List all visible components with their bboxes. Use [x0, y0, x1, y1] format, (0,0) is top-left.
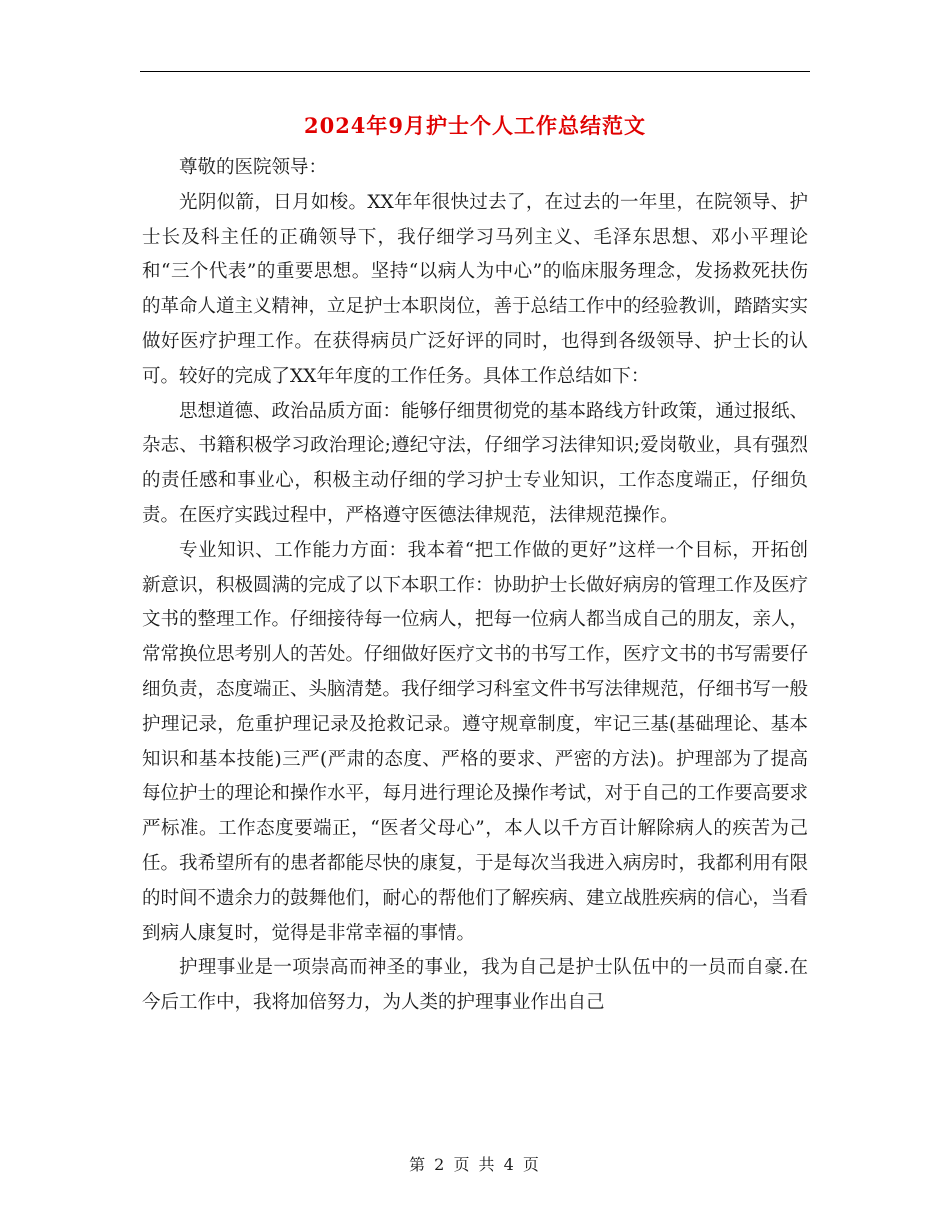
document-body [142, 151, 808, 1021]
page-footer: 第 2 页 共 4 页 [409, 1155, 541, 1174]
body-paragraph-professional: 专业知识、工作能力方面：我本着“把工作做的更好”这样一个目标，开拓创新意识，积极圆满的完成了以下本职工作：协助护士长做好病房的管理工作及医疗文书的整理工作。仔细接待每一位病人，把每一位病人都当成自己的朋友，亲人，常常换位思考别人的苦处。仔细做好医疗文书的书写工作，医疗文书的书写需要仔细负责，态度端正、头脑清楚。我仔细学习科室文件书写法律规范，仔细书写一般护理记录，危重护理记录及抢救记录。遵守规章制度，牢记三基(基础理论、基本知识和基本技能)三严(严肃的态度、严格的要求、严密的方法)。护理部为了提高每位护士的理论和操作水平，每月进行理论及操作考试，对于自己的工作要高要求严标准。工作态度要端正，“医者父母心”，本人以千方百计解除病人的疾苦为己任。我希望所有的患者都能尽快的康复，于是每次当我进入病房时，我都利用有限的时间不遗余力的鼓舞他们，耐心的帮他们了解疾病、建立战胜疾病的信心，当看到病人康复时，觉得是非常幸福的事情。 [142, 539, 809, 944]
header-rule [140, 71, 810, 72]
body-paragraph-ideology: 思想道德、政治品质方面：能够仔细贯彻党的基本路线方针政策，通过报纸、杂志、书籍积极学习政治理论;遵纪守法，仔细学习法律知识;爱岗敬业，具有强烈的责任感和事业心，积极主动仔细的学习护士专业知识，工作态度端正，仔细负责。在医疗实践过程中，严格遵守医德法律规范，法律规范操作。 [142, 400, 809, 526]
document-title: 2024年9月护士个人工作总结范文 [303, 113, 647, 138]
body-paragraph-intro: 光阴似箭，日月如梭。XX年年很快过去了，在过去的一年里，在院领导、护士长及科主任的正确领导下，我仔细学习马列主义、毛泽东思想、邓小平理论和“三个代表”的重要思想。坚持“以病人为中心”的临床服务理念，发扬救死扶伤的革命人道主义精神，立足护士本职岗位，善于总结工作中的经验教训，踏踏实实做好医疗护理工作。在获得病员广泛好评的同时，也得到各级领导、护士长的认可。较好的完成了XX年年度的工作任务。具体工作总结如下： [142, 191, 809, 387]
salutation: 尊敬的医院领导： [179, 157, 328, 178]
body-paragraph-closing: 护理事业是一项崇高而神圣的事业，我为自己是护士队伍中的一员而自豪.在今后工作中，我将加倍努力，为人类的护理事业作出自己 [142, 957, 808, 1014]
